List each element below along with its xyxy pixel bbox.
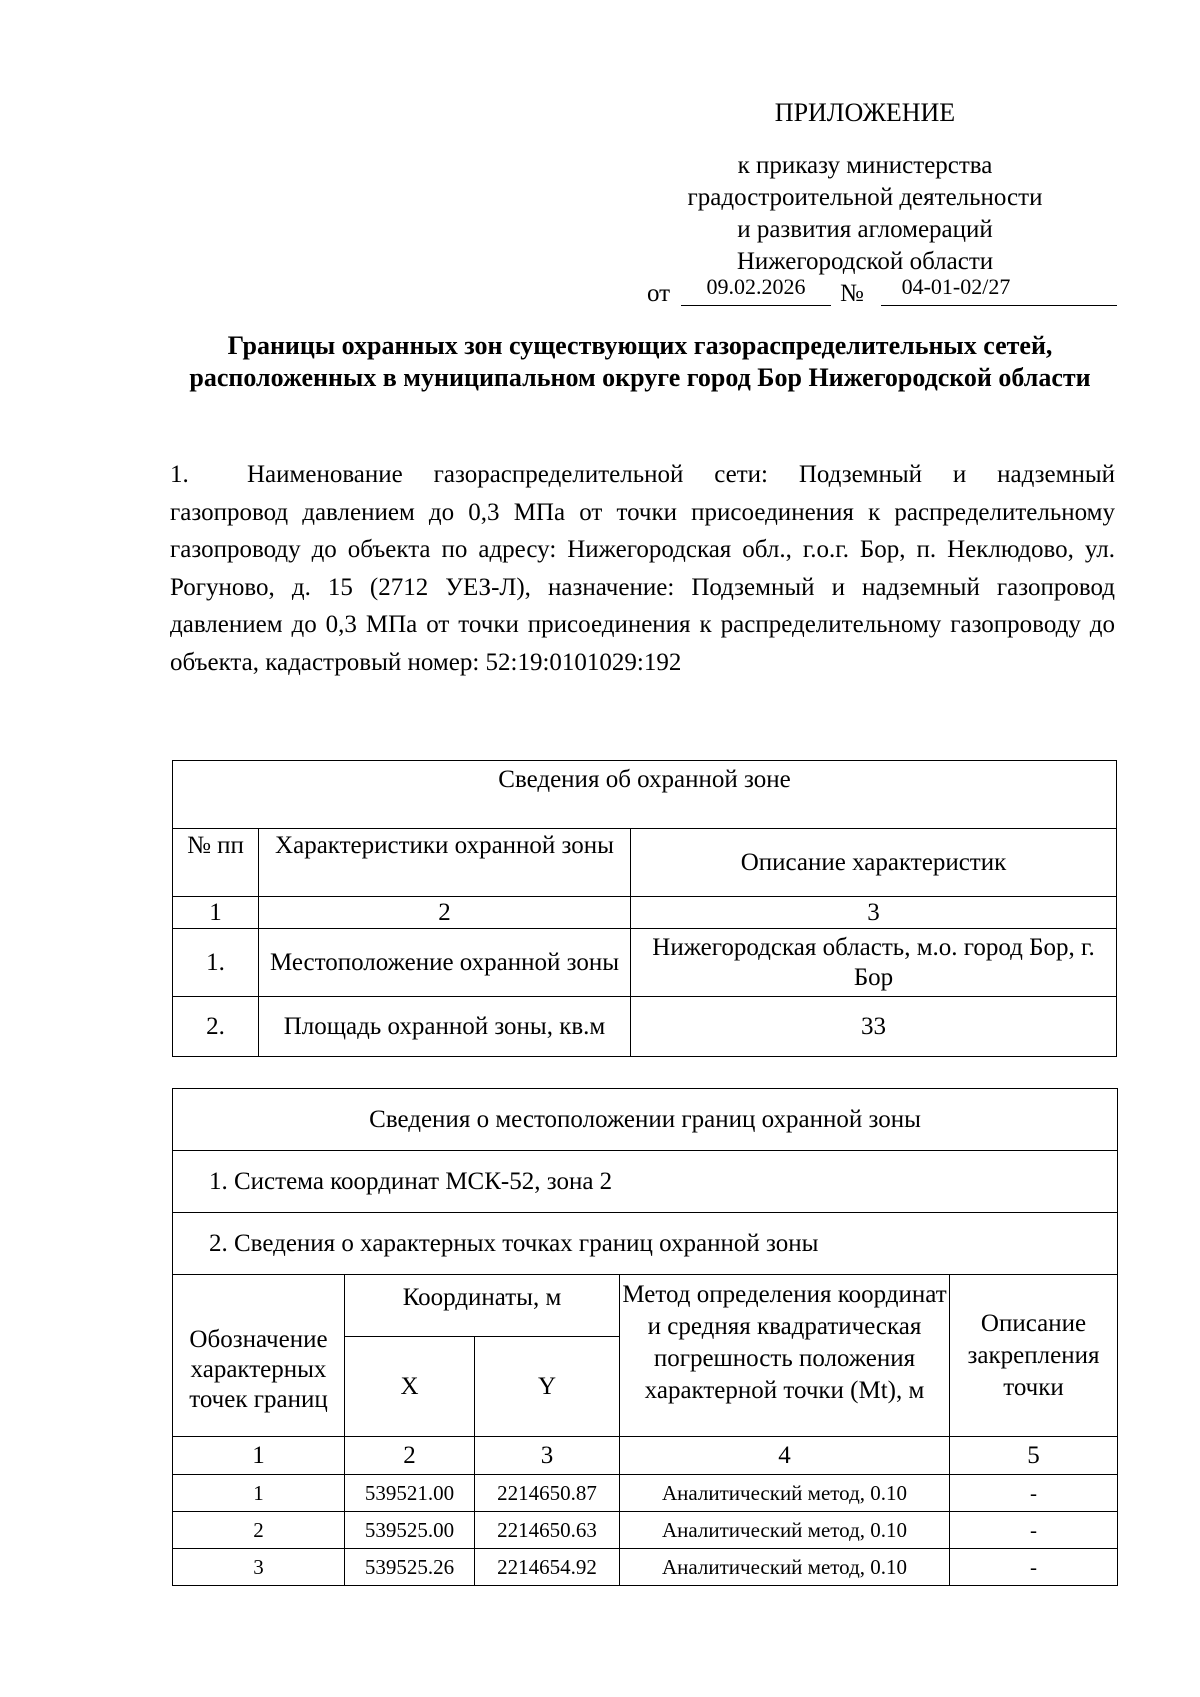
row-number: 1.	[173, 929, 259, 997]
number-label: №	[840, 280, 864, 307]
header-coordinates: Координаты, м	[345, 1275, 620, 1337]
point-method: Аналитический метод, 0.10	[620, 1512, 950, 1549]
zone-table-title: Сведения об охранной зоне	[173, 761, 1117, 829]
points-section-title: 2. Сведения о характерных точках границ охранной зоны	[173, 1213, 1118, 1275]
point-method: Аналитический метод, 0.10	[620, 1475, 950, 1512]
table-row	[173, 997, 1117, 1057]
table-row	[173, 1475, 1118, 1512]
header-characteristics: Характеристики охранной зоны	[259, 829, 631, 897]
row-description: Нижегородская область, м.о. город Бор, г. Бор	[631, 929, 1117, 997]
order-reference	[647, 276, 1117, 310]
point-fixation: -	[950, 1475, 1118, 1512]
column-number: 2	[345, 1437, 475, 1475]
column-number: 1	[173, 897, 259, 929]
annex-title: ПРИЛОЖЕНИЕ	[774, 98, 956, 127]
annex-line: Нижегородской области	[736, 248, 994, 275]
section-paragraph	[170, 456, 1115, 681]
from-label: от	[647, 280, 671, 307]
header-method: Метод определения координат и средняя квадратическая погрешность положения характерной точки (Mt), м	[620, 1275, 950, 1437]
coords-table-title: Сведения о местоположении границ охранной зоны	[173, 1089, 1118, 1151]
point-id: 3	[173, 1549, 345, 1586]
header-description: Описание характеристик	[631, 829, 1117, 897]
table-row	[173, 1512, 1118, 1549]
column-number: 1	[173, 1437, 345, 1475]
coordinates-table	[172, 1088, 1118, 1586]
row-characteristic: Площадь охранной зоны, кв.м	[259, 997, 631, 1057]
point-id: 2	[173, 1512, 345, 1549]
order-number: 04-01-02/27	[901, 274, 1011, 299]
row-description: 33	[631, 997, 1117, 1057]
order-date: 09.02.2026	[706, 274, 806, 299]
section-number: 1.	[170, 461, 189, 488]
annex-line: к приказу министерства	[737, 152, 993, 179]
column-number: 3	[475, 1437, 620, 1475]
point-y: 2214650.63	[475, 1512, 620, 1549]
header-number: № пп	[173, 829, 259, 897]
column-number: 5	[950, 1437, 1118, 1475]
header-fixation: Описание закрепления точки	[950, 1275, 1118, 1437]
row-characteristic: Местоположение охранной зоны	[259, 929, 631, 997]
column-number: 2	[259, 897, 631, 929]
document-title: Границы охранных зон существующих газораспределительных сетей, расположенных в муниципальном округе город Бор Нижегородской области	[189, 331, 1091, 392]
section-text: Наименование газораспределительной сети: Подземный и надземный газопровод давлением до 0,3 МПа от точки присоединения к распределительному газопроводу до объекта по адресу: Нижегородская обл., г.о.г. Бор, п. Неклюдово, ул. Рогуново, д. 15 (2712 УЕЗ-Л), назначение: Подземный и надземный газопровод давлением до 0,3 МПа от точки присоединения к распределительному газопроводу до объекта, кадастровый номер: 52:19:0101029:192	[170, 461, 1115, 676]
row-number: 2.	[173, 997, 259, 1057]
table-row	[173, 929, 1117, 997]
point-id: 1	[173, 1475, 345, 1512]
point-y: 2214654.92	[475, 1549, 620, 1586]
annex-line: градостроительной деятельности	[687, 184, 1043, 211]
annex-line: и развития агломераций	[737, 216, 993, 243]
zone-info-table	[172, 760, 1117, 1057]
coordinate-system: 1. Система координат МСК-52, зона 2	[173, 1151, 1118, 1213]
point-fixation: -	[950, 1549, 1118, 1586]
point-x: 539525.26	[345, 1549, 475, 1586]
column-number: 3	[631, 897, 1117, 929]
point-fixation: -	[950, 1512, 1118, 1549]
header-designation: Обозначение характерных точек границ	[173, 1275, 345, 1437]
annex-header	[630, 150, 1100, 278]
point-x: 539521.00	[345, 1475, 475, 1512]
point-x: 539525.00	[345, 1512, 475, 1549]
column-number: 4	[620, 1437, 950, 1475]
header-y: Y	[475, 1337, 620, 1437]
point-y: 2214650.87	[475, 1475, 620, 1512]
table-row	[173, 1549, 1118, 1586]
point-method: Аналитический метод, 0.10	[620, 1549, 950, 1586]
header-x: X	[345, 1337, 475, 1437]
